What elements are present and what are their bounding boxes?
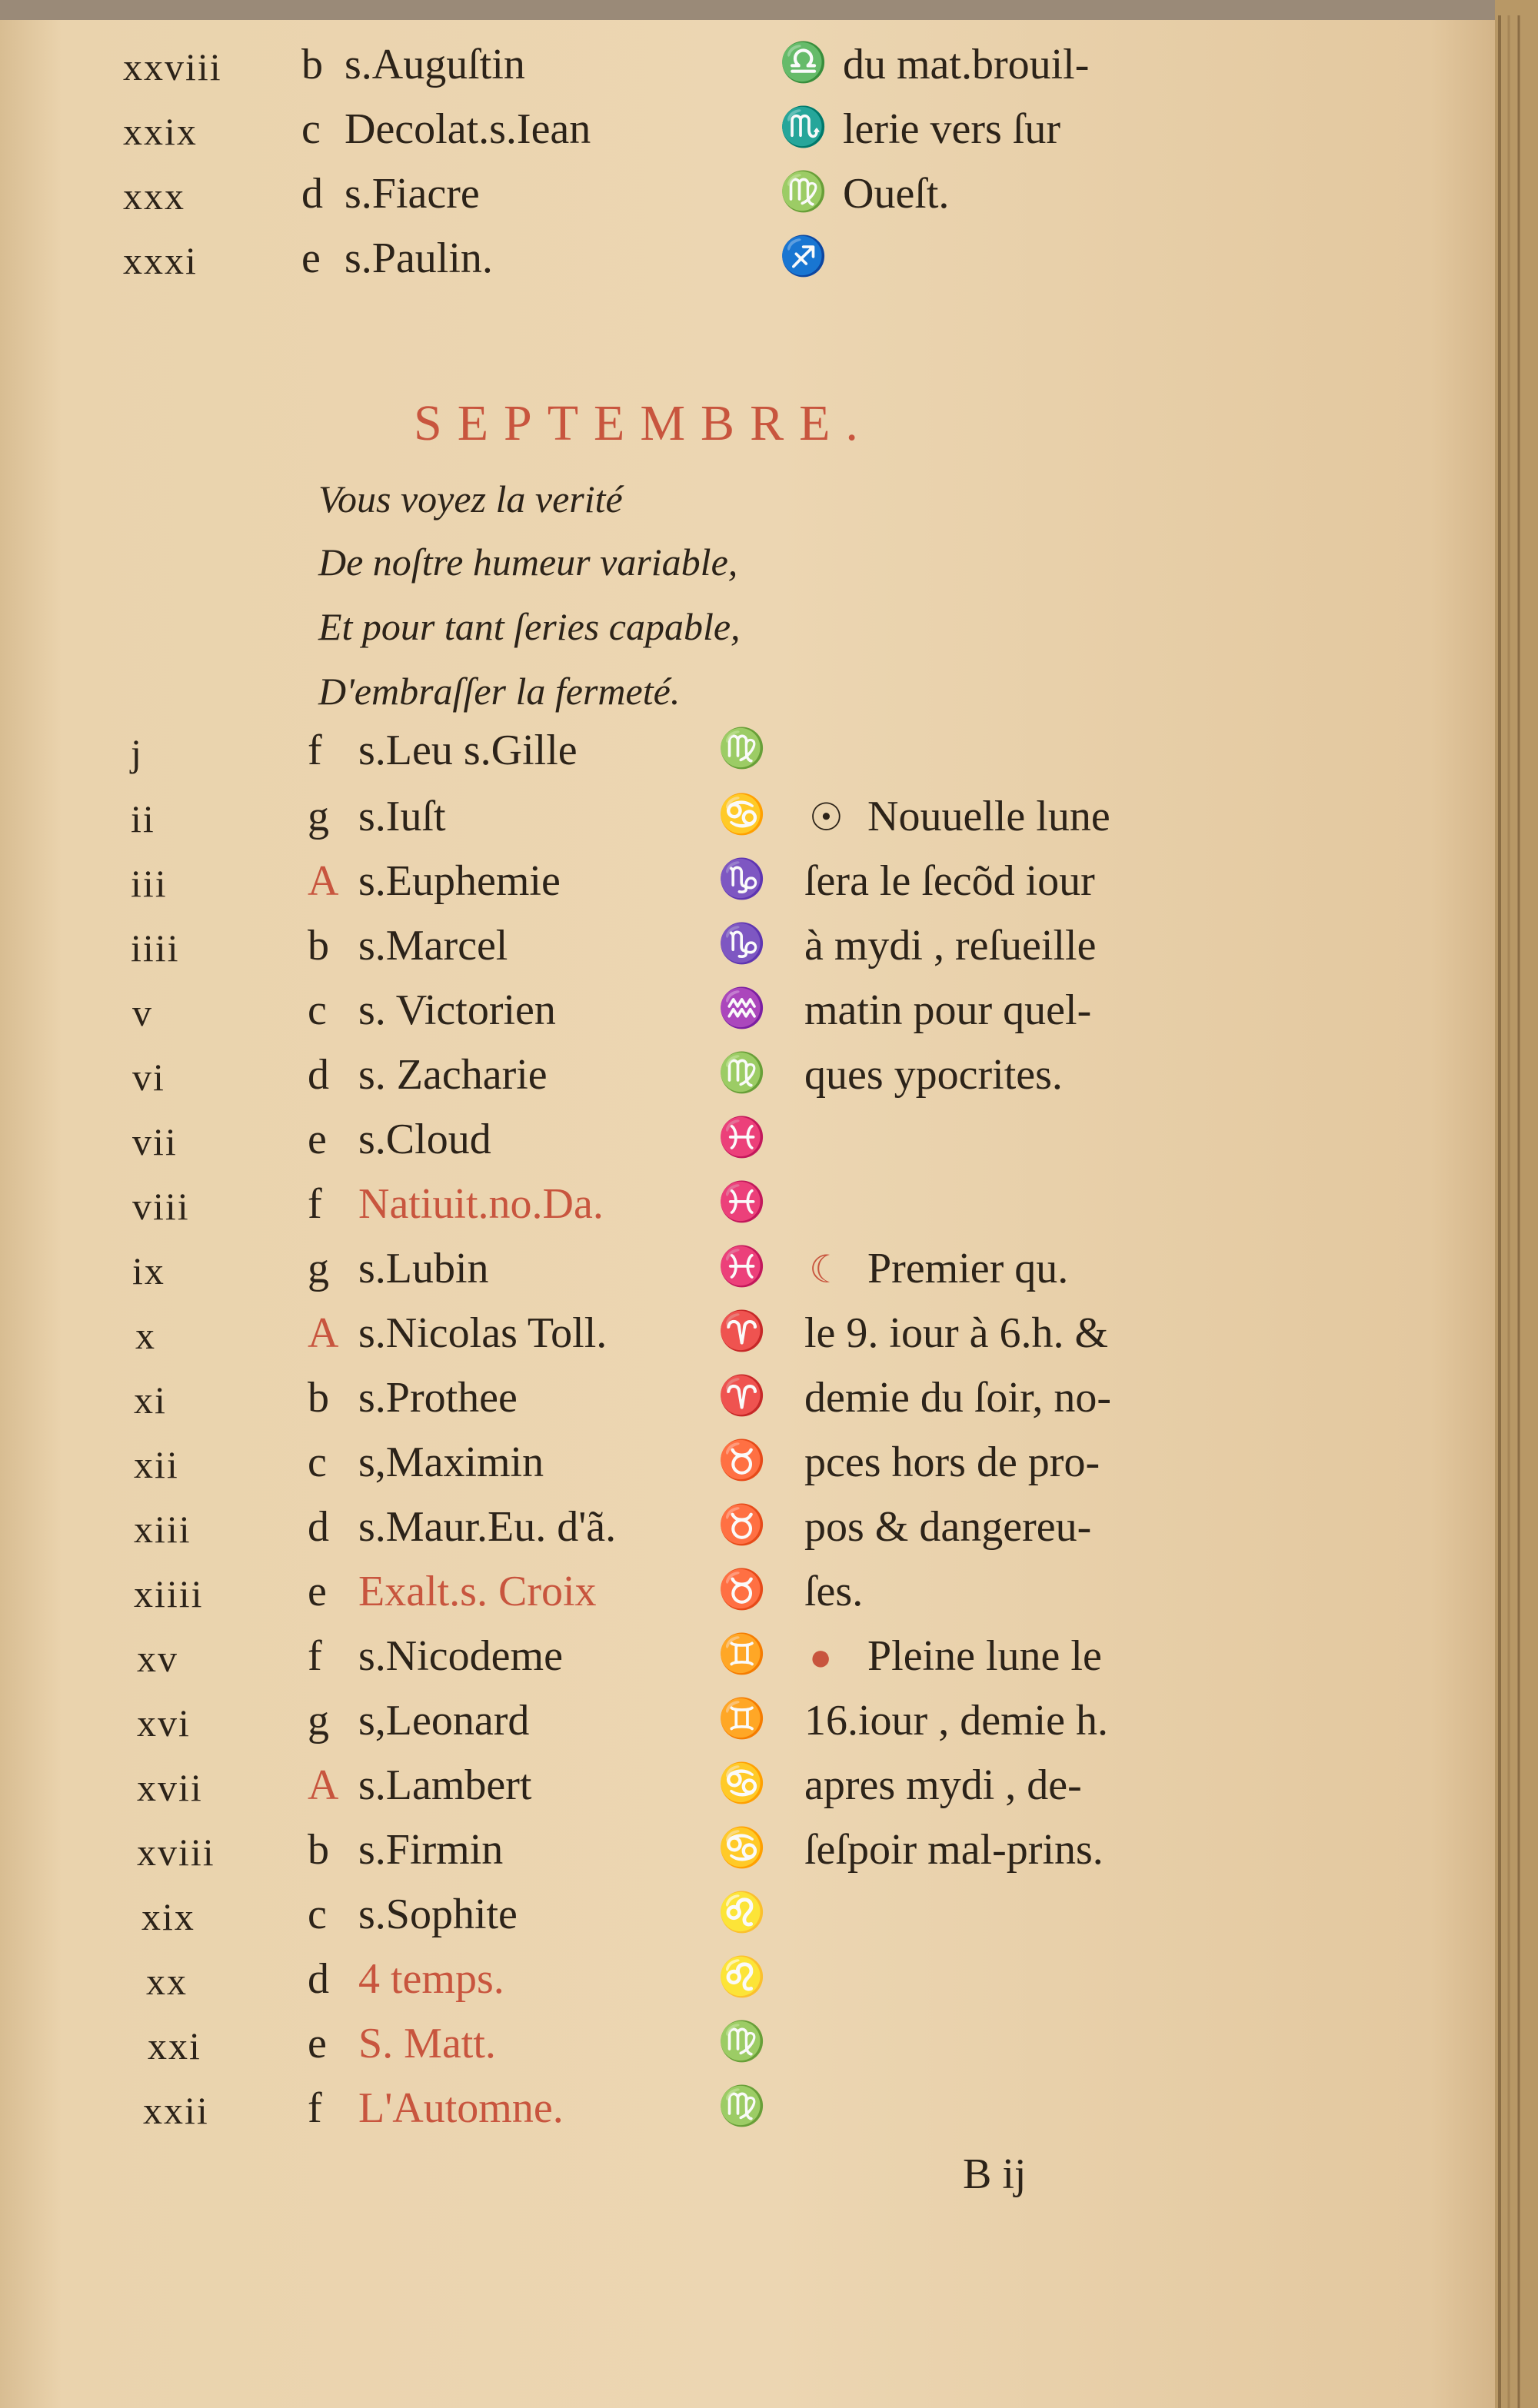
saint-name: s.Nicodeme — [358, 1632, 563, 1680]
moon-phase-note: demie du ſoir, no- — [804, 1374, 1111, 1422]
moon-phase-note: pces hors de pro- — [804, 1438, 1100, 1486]
saint-name: s.Nicolas Toll. — [358, 1309, 608, 1357]
weather-note: lerie vers ſur — [843, 105, 1060, 153]
dominical-letter: f — [308, 1632, 322, 1680]
dominical-letter: c — [308, 1891, 327, 1938]
moon-phase-note: matin pour quel- — [804, 986, 1092, 1034]
day-roman-numeral: j — [131, 731, 143, 774]
saint-name: s.Auguſtin — [345, 41, 525, 88]
dominical-letter: A — [308, 1761, 339, 1809]
saint-name: s. Zacharie — [358, 1051, 548, 1099]
day-roman-numeral: xxviii — [123, 45, 222, 88]
zodiac-sign-icon: ♎ — [779, 41, 828, 84]
dominical-letter: c — [301, 105, 321, 153]
day-roman-numeral: xxxi — [123, 239, 198, 282]
moon-phase-note: Pleine lune le — [867, 1632, 1102, 1680]
zodiac-sign-icon: ♍ — [717, 1051, 767, 1094]
zodiac-sign-icon: ♋ — [717, 1826, 767, 1869]
verse-line: D'embraſſer la fermeté. — [318, 670, 681, 713]
saint-name: s.Cloud — [358, 1116, 491, 1163]
day-roman-numeral: xxix — [123, 110, 198, 153]
dominical-letter: f — [308, 1180, 322, 1228]
zodiac-sign-icon: ♐ — [779, 234, 828, 278]
dominical-letter: d — [308, 1051, 329, 1099]
first-quarter-icon: ☾ — [809, 1248, 844, 1291]
saint-name: s.Firmin — [358, 1826, 504, 1874]
dominical-letter: c — [308, 1438, 327, 1486]
verse-line: Et pour tant ſeries capable, — [318, 605, 741, 648]
day-roman-numeral: xv — [137, 1637, 178, 1680]
zodiac-sign-icon: ♌ — [717, 1891, 767, 1934]
dominical-letter: c — [308, 986, 327, 1034]
dominical-letter: g — [308, 1697, 329, 1744]
zodiac-sign-icon: ♊ — [717, 1632, 767, 1675]
moon-phase-note: pos & dangereu- — [804, 1503, 1092, 1551]
day-roman-numeral: ii — [131, 797, 155, 840]
moon-phase-note: ſeſpoir mal-prins. — [804, 1826, 1104, 1874]
day-roman-numeral: xiii — [134, 1508, 191, 1551]
dominical-letter: b — [308, 1374, 329, 1422]
zodiac-sign-icon: ♈ — [717, 1374, 767, 1417]
saint-name: s.Prothee — [358, 1374, 518, 1422]
saint-name: s.Maur.Eu. d'ã. — [358, 1503, 617, 1551]
moon-phase-note: à mydi , reſueille — [804, 922, 1097, 970]
day-roman-numeral: vii — [132, 1120, 178, 1163]
saint-name: s.Iuſt — [358, 793, 446, 840]
zodiac-sign-icon: ♑ — [717, 922, 767, 965]
moon-phase-note: ſera le ſecõd iour — [804, 857, 1095, 905]
day-roman-numeral: viii — [132, 1185, 190, 1228]
saint-name: s,Leonard — [358, 1697, 530, 1744]
dominical-letter: f — [308, 727, 322, 774]
zodiac-sign-icon: ♉ — [717, 1568, 767, 1611]
zodiac-sign-icon: ♍ — [717, 727, 767, 770]
weather-note: Oueſt. — [843, 170, 950, 218]
moon-phase-note: apres mydi , de- — [804, 1761, 1082, 1809]
saint-name: s.Euphemie — [358, 857, 561, 905]
saint-name: s.Fiacre — [345, 170, 480, 218]
day-roman-numeral: iii — [131, 862, 168, 905]
zodiac-sign-icon: ♉ — [717, 1503, 767, 1546]
saint-name: Exalt.s. Croix — [358, 1568, 597, 1615]
dominical-letter: e — [308, 1568, 327, 1615]
saint-name: s.Lambert — [358, 1761, 532, 1809]
day-roman-numeral: xiiii — [134, 1572, 204, 1615]
signature-mark: B ij — [963, 2150, 1027, 2198]
day-roman-numeral: xviii — [137, 1831, 215, 1874]
saint-name: s.Sophite — [358, 1891, 518, 1938]
zodiac-sign-icon: ♏ — [779, 105, 828, 148]
full-moon-icon: ● — [809, 1635, 833, 1678]
saint-name: s.Lubin — [358, 1245, 489, 1292]
zodiac-sign-icon: ♉ — [717, 1438, 767, 1482]
day-roman-numeral: xvi — [137, 1701, 191, 1744]
zodiac-sign-icon: ♓ — [717, 1116, 767, 1159]
day-roman-numeral: xxii — [143, 2089, 209, 2132]
saint-name: Decolat.s.Iean — [345, 105, 591, 153]
zodiac-sign-icon: ♒ — [717, 986, 767, 1029]
moon-phase-note: ſes. — [804, 1568, 864, 1615]
day-roman-numeral: ix — [132, 1249, 165, 1292]
dominical-letter: e — [308, 2020, 327, 2067]
verse-line: De noſtre humeur variable, — [318, 540, 738, 584]
zodiac-sign-icon: ♓ — [717, 1180, 767, 1223]
dominical-letter: d — [308, 1955, 329, 2003]
zodiac-sign-icon: ♌ — [717, 1955, 767, 1998]
zodiac-sign-icon: ♍ — [779, 170, 828, 213]
dominical-letter: b — [308, 1826, 329, 1874]
dominical-letter: f — [308, 2084, 322, 2132]
saint-name: s.Marcel — [358, 922, 508, 970]
zodiac-sign-icon: ♊ — [717, 1697, 767, 1740]
dominical-letter: b — [308, 922, 329, 970]
moon-phase-note: Premier qu. — [867, 1245, 1069, 1292]
saint-name: Natiuit.no.Da. — [358, 1180, 604, 1228]
moon-phase-note: ques ypocrites. — [804, 1051, 1063, 1099]
saint-name: s.Leu s.Gille — [358, 727, 578, 774]
saint-name: s.Paulin. — [345, 234, 493, 282]
dominical-letter: e — [301, 234, 321, 282]
day-roman-numeral: xii — [134, 1443, 179, 1486]
saint-name: L'Automne. — [358, 2084, 564, 2132]
saint-name: S. Matt. — [358, 2020, 496, 2067]
day-roman-numeral: iiii — [131, 926, 180, 970]
saint-name: 4 temps. — [358, 1955, 504, 2003]
day-roman-numeral: x — [135, 1314, 156, 1357]
zodiac-sign-icon: ♓ — [717, 1245, 767, 1288]
saint-name: s,Maximin — [358, 1438, 544, 1486]
dominical-letter: A — [308, 1309, 339, 1357]
day-roman-numeral: xvii — [137, 1766, 203, 1809]
dominical-letter: b — [301, 41, 323, 88]
day-roman-numeral: xxx — [123, 175, 185, 218]
zodiac-sign-icon: ♋ — [717, 793, 767, 836]
moon-phase-note: Nouuelle lune — [867, 793, 1110, 840]
dominical-letter: A — [308, 857, 339, 905]
moon-phase-note: le 9. iour à 6.h. & — [804, 1309, 1109, 1357]
verse-line: Vous voyez la verité — [318, 477, 623, 521]
dominical-letter: g — [308, 793, 329, 840]
new-moon-icon: ☉ — [809, 796, 844, 839]
zodiac-sign-icon: ♑ — [717, 857, 767, 900]
saint-name: s. Victorien — [358, 986, 556, 1034]
weather-note: du mat.brouil- — [843, 41, 1090, 88]
month-title: SEPTEMBRE. — [414, 395, 874, 451]
dominical-letter: e — [308, 1116, 327, 1163]
moon-phase-note: 16.iour , demie h. — [804, 1697, 1109, 1744]
zodiac-sign-icon: ♈ — [717, 1309, 767, 1352]
day-roman-numeral: vi — [132, 1056, 165, 1099]
zodiac-sign-icon: ♍ — [717, 2084, 767, 2127]
day-roman-numeral: v — [132, 991, 153, 1034]
dominical-letter: d — [301, 170, 323, 218]
dominical-letter: g — [308, 1245, 329, 1292]
day-roman-numeral: xi — [134, 1379, 167, 1422]
day-roman-numeral: xx — [146, 1960, 188, 2003]
day-roman-numeral: xxi — [148, 2024, 201, 2067]
day-roman-numeral: xix — [141, 1895, 195, 1938]
dominical-letter: d — [308, 1503, 329, 1551]
zodiac-sign-icon: ♍ — [717, 2020, 767, 2063]
zodiac-sign-icon: ♋ — [717, 1761, 767, 1804]
